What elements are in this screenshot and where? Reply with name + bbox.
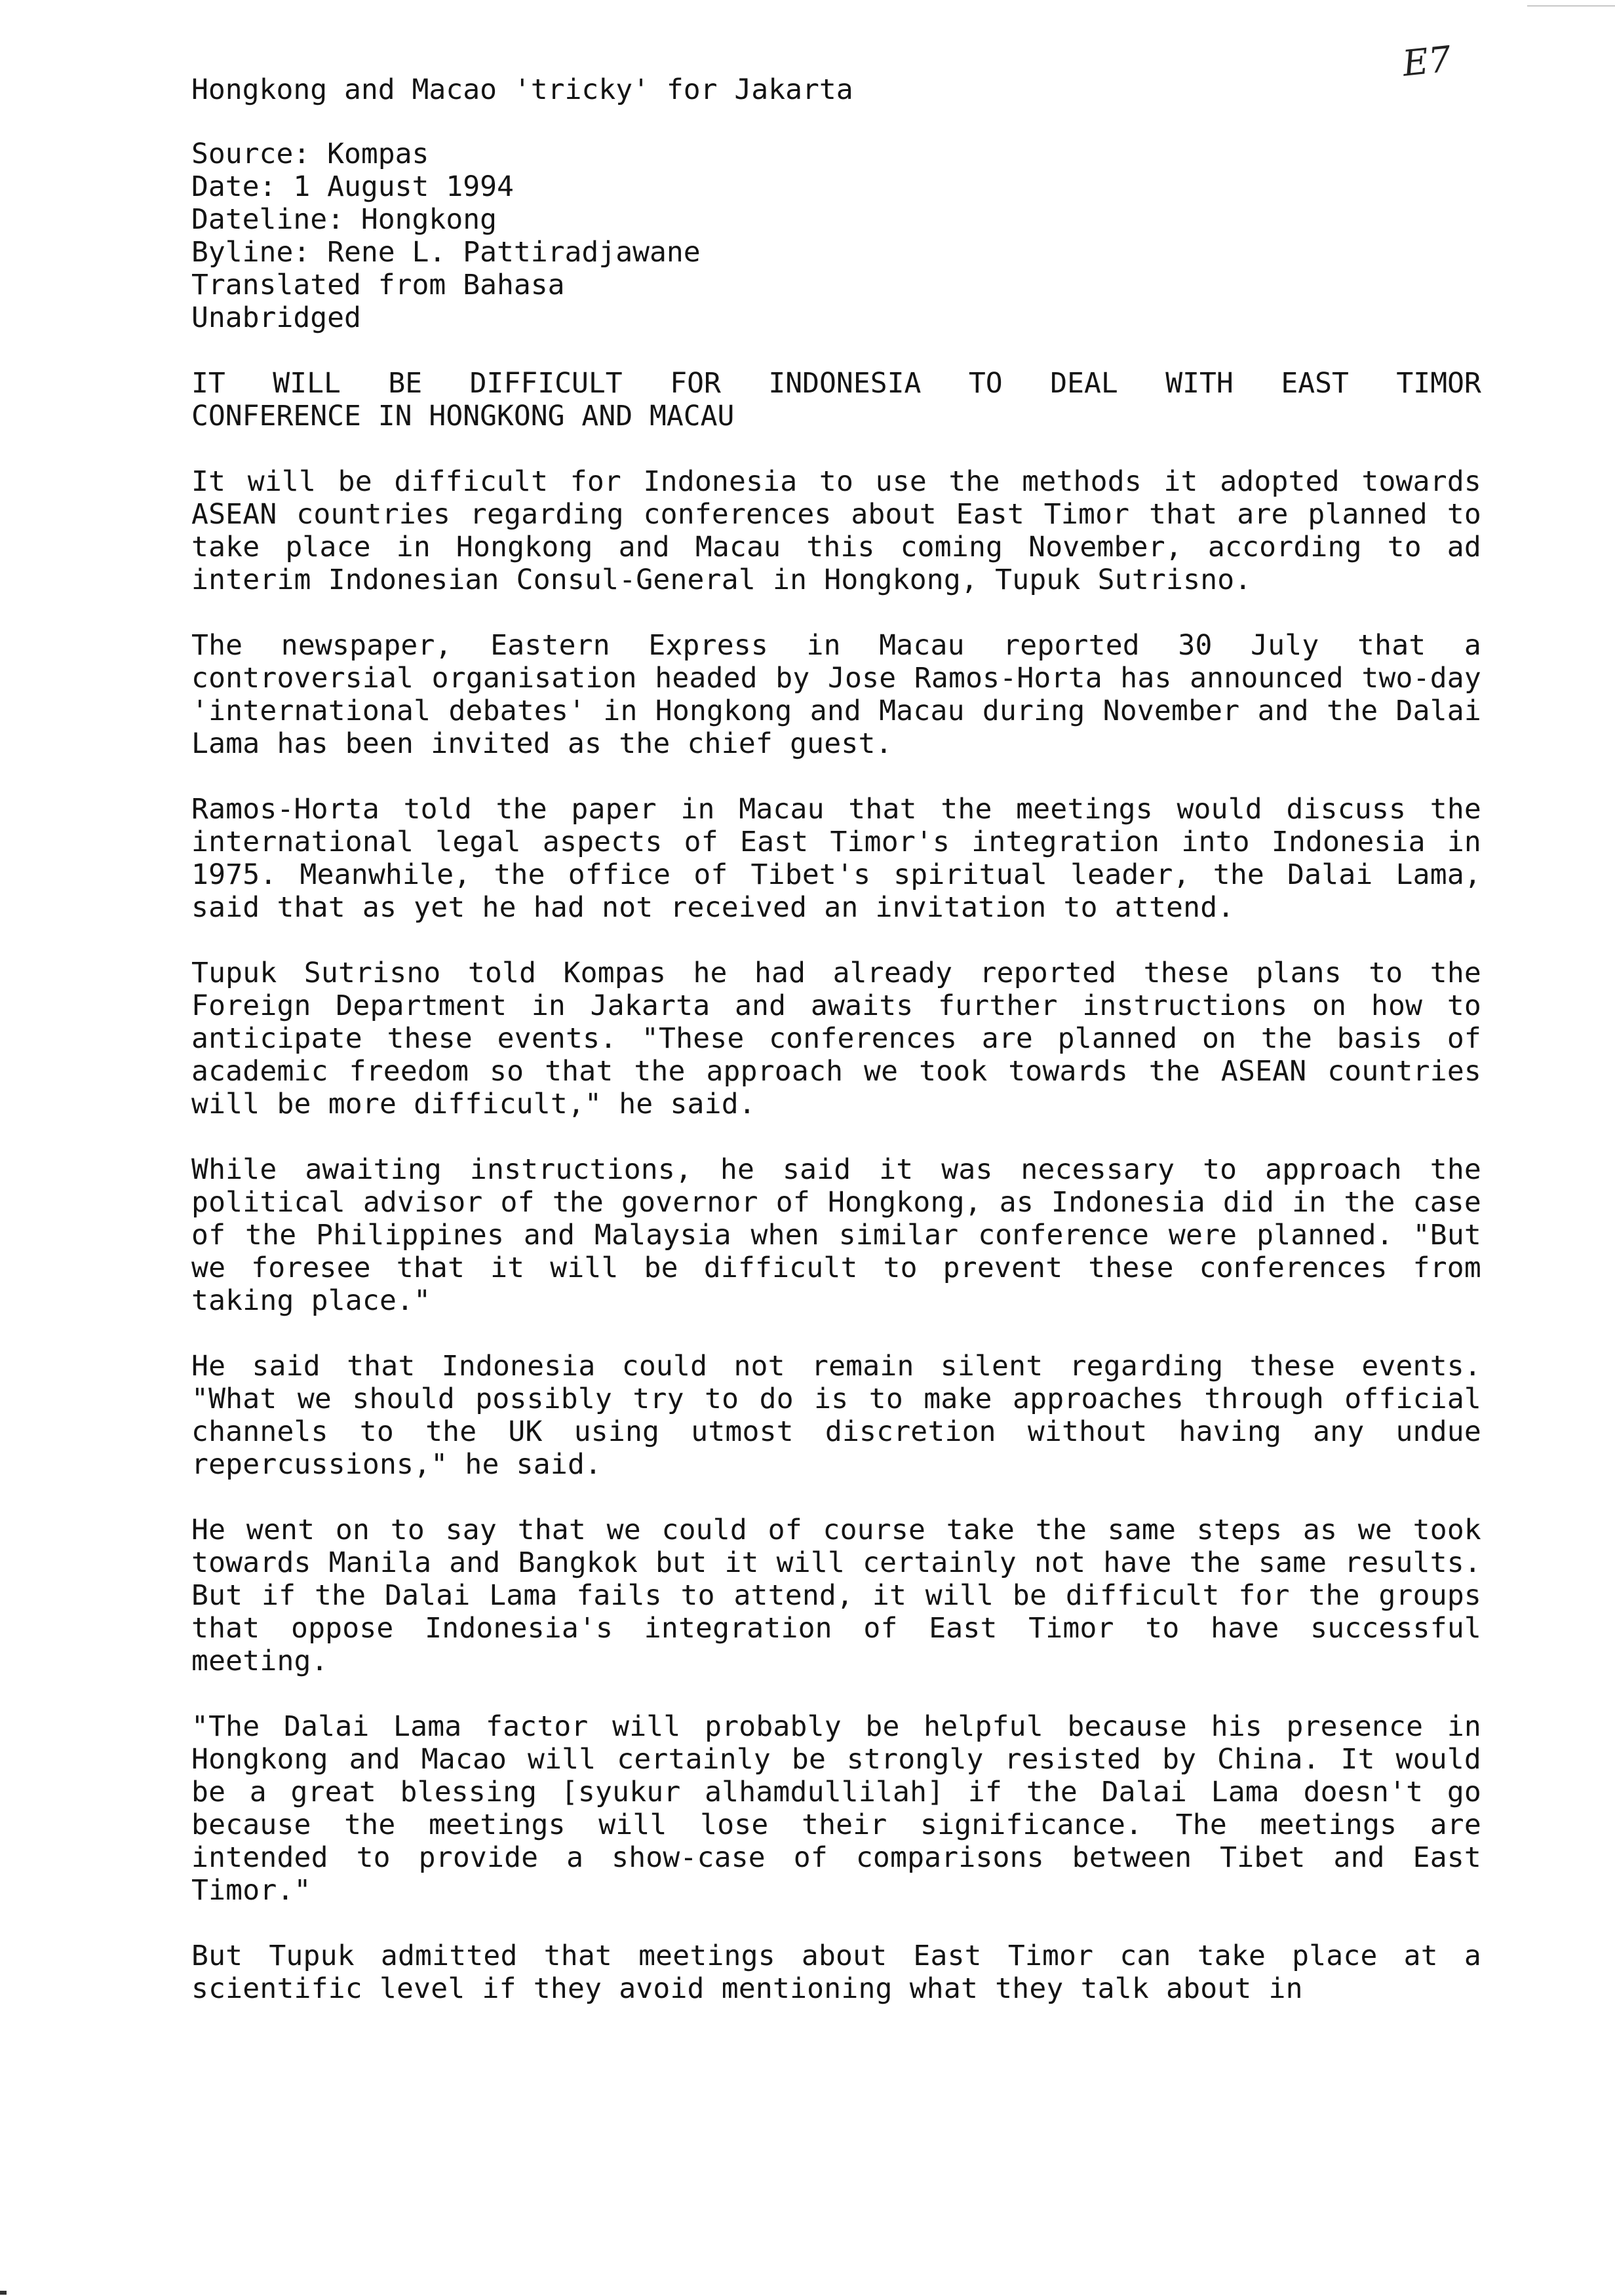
meta-translated: Translated from Bahasa <box>191 269 565 301</box>
meta-unabridged: Unabridged <box>191 301 361 334</box>
headline-word: INDONESIA <box>768 367 922 400</box>
paragraph-4: Tupuk Sutrisno told Kompas he had already reported these plans to the Foreign Department in Jakarta and awaits further instructions on how to anticipate these events. "These conferences are planned on the basis of academic freedom so that the approach we took towards the ASEAN countries will be more difficult," he said. <box>191 957 1481 1120</box>
handwritten-annotation: E7 <box>1400 38 1453 85</box>
document-title: Hongkong and Macao 'tricky' for Jakarta <box>191 73 853 106</box>
paragraph-6: He said that Indonesia could not remain silent regarding these events. "What we should possibly try to do is to make approaches through official channels to the UK using utmost discretion without having any undue repercussions," he said. <box>191 1350 1481 1481</box>
headline-line-2: CONFERENCE IN HONGKONG AND MACAU <box>191 400 735 432</box>
scan-edge-line <box>1527 5 1615 7</box>
meta-byline: Byline: Rene L. Pattiradjawane <box>191 236 701 269</box>
paragraph-3: Ramos-Horta told the paper in Macau that the meetings would discuss the international legal aspects of East Timor's integration into Indonesia in 1975. Meanwhile, the office of Tibet's spiritual leader, the Dalai Lama, said that as yet he had not received an invitation to attend. <box>191 793 1481 924</box>
document-body <box>191 73 1481 2038</box>
headline-word: TIMOR <box>1396 367 1481 400</box>
paragraph-5: While awaiting instructions, he said it was necessary to approach the political advisor of the governor of Hongkong, as Indonesia did in the case of the Philippines and Malaysia when similar conference were planned. "But we foresee that it will be difficult to prevent these conferences from taking place." <box>191 1153 1481 1317</box>
meta-date: Date: 1 August 1994 <box>191 170 514 203</box>
meta-source: Source: Kompas <box>191 138 429 170</box>
headline-word: DIFFICULT <box>469 367 623 400</box>
headline-line-1 <box>191 367 1481 400</box>
metadata-block <box>191 138 1481 334</box>
paragraph-9: But Tupuk admitted that meetings about East Timor can take place at a scientific level if they avoid mentioning what they talk about in <box>191 1940 1481 2005</box>
paragraph-7: He went on to say that we could of course take the same steps as we took towards Manila and Bangkok but it will certainly not have the same results. But if the Dalai Lama fails to attend, it will be difficult for the groups that oppose Indonesia's integration of East Timor to have successful meeting. <box>191 1514 1481 1677</box>
headline-word: TO <box>968 367 1003 400</box>
headline-word: EAST <box>1281 367 1349 400</box>
headline <box>191 367 1481 432</box>
headline-word: BE <box>388 367 423 400</box>
headline-word: DEAL <box>1050 367 1118 400</box>
paragraph-2: The newspaper, Eastern Express in Macau reported 30 July that a controversial organisation headed by Jose Ramos-Horta has announced two-day 'international debates' in Hongkong and Macau during November and the Dalai Lama has been invited as the chief guest. <box>191 629 1481 760</box>
meta-dateline: Dateline: Hongkong <box>191 203 497 236</box>
scan-mark <box>0 2291 7 2295</box>
headline-word: WILL <box>273 367 341 400</box>
paragraph-8: "The Dalai Lama factor will probably be helpful because his presence in Hongkong and Macao will certainly be strongly resisted by China. It would be a great blessing [syukur alhamdullilah] if the Dalai Lama doesn't go because the meetings will lose their significance. The meetings are intended to provide a show-case of comparisons between Tibet and East Timor." <box>191 1710 1481 1907</box>
paragraph-1: It will be difficult for Indonesia to use the methods it adopted towards ASEAN countries regarding conferences about East Timor that are planned to take place in Hongkong and Macau this coming November, according to ad interim Indonesian Consul-General in Hongkong, Tupuk Sutrisno. <box>191 465 1481 596</box>
headline-word: WITH <box>1165 367 1234 400</box>
headline-word: IT <box>191 367 225 400</box>
headline-word: FOR <box>670 367 721 400</box>
